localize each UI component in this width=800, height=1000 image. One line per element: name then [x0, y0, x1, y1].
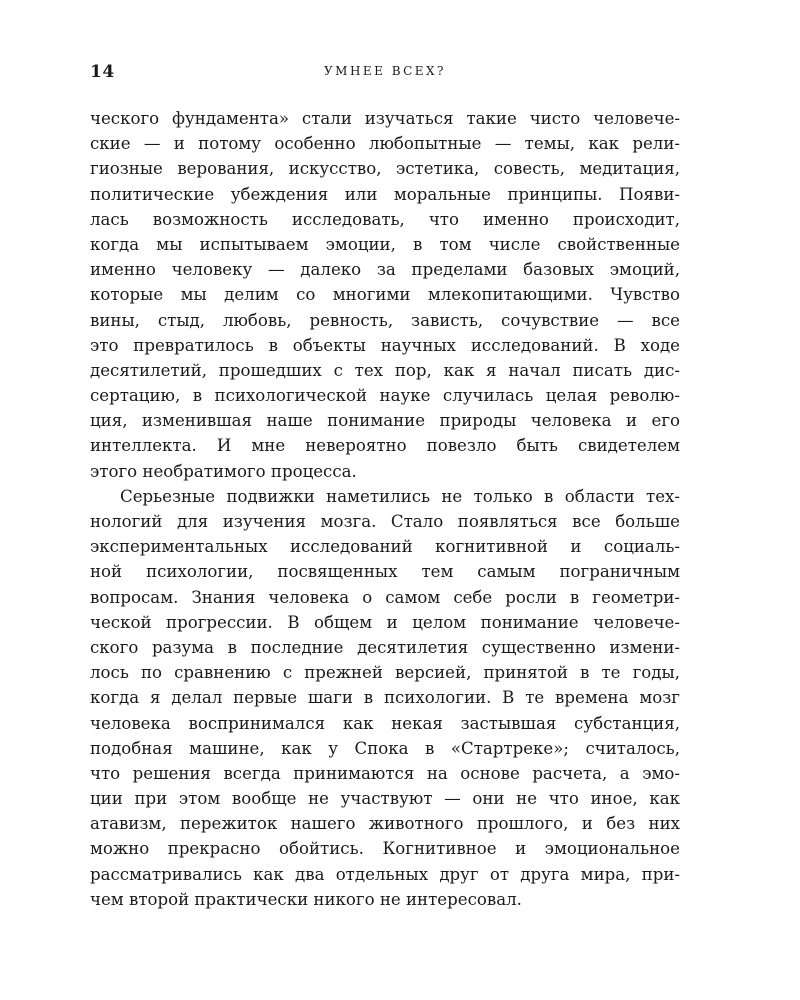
text-line: которые мы делим со многими млекопитающими. Чувство	[90, 285, 680, 305]
text-line: ческого фундамента» стали изучаться такие чисто человече-	[90, 109, 680, 128]
text-line: что решения всегда принимаются на основе расчета, а эмо-	[90, 763, 680, 783]
text-line: человека воспринимался как некая застывшая субстанция,	[90, 713, 680, 733]
text-line: это превратилось в объекты научных исследований. В ходе	[90, 335, 680, 355]
text-line: вины, стыд, любовь, ревность, зависть, сочувствие — все	[90, 310, 680, 330]
text-line: когда мы испытываем эмоции, в том числе свойственные	[90, 234, 680, 254]
text-line: ции при этом вообще не участвуют — они не что иное, как	[90, 789, 680, 809]
paragraph-2	[90, 484, 680, 912]
text-line: десятилетий, прошедших с тех пор, как я начал писать дис-	[90, 360, 680, 380]
text-line: гиозные верования, искусство, эстетика, совесть, медитация,	[90, 159, 680, 179]
text-line: Серьезные подвижки наметились не только в области тех-	[120, 486, 680, 506]
text-line: именно человеку — далеко за пределами базовых эмоций,	[90, 260, 680, 280]
running-head	[90, 62, 680, 86]
text-line: экспериментальных исследований когнитивной и социаль-	[90, 537, 680, 557]
text-line: чем второй практически никого не интересовал.	[90, 889, 522, 909]
text-line: политические убеждения или моральные принципы. Появи-	[90, 184, 680, 204]
body-text	[90, 106, 680, 912]
text-line: ной психологии, посвященных тем самым пограничным	[90, 562, 680, 582]
text-line: ского разума в последние десятилетия существенно измени-	[90, 637, 680, 657]
text-line: лась возможность исследовать, что именно происходит,	[90, 209, 680, 229]
text-line: можно прекрасно обойтись. Когнитивное и эмоциональное	[90, 839, 680, 859]
text-line: нологий для изучения мозга. Стало появляться все больше	[90, 512, 680, 531]
text-line: ция, изменившая наше понимание природы человека и его	[90, 411, 680, 431]
page-number: 14	[90, 62, 115, 82]
text-line: ские — и потому особенно любопытные — темы, как рели-	[90, 134, 680, 154]
text-line: ческой прогрессии. В общем и целом понимание человече-	[90, 612, 680, 632]
text-line: рассматривались как два отдельных друг от друга мира, при-	[90, 864, 680, 884]
running-title: УМНЕЕ ВСЕХ?	[324, 64, 446, 78]
text-line: вопросам. Знания человека о самом себе росли в геометри-	[90, 587, 680, 607]
text-line: лось по сравнению с прежней версией, принятой в те годы,	[90, 663, 680, 683]
text-line: когда я делал первые шаги в психологии. В те времена мозг	[90, 688, 680, 708]
text-line: интеллекта. И мне невероятно повезло быть свидетелем	[90, 436, 680, 456]
text-line: подобная машине, как у Спока в «Стартреке»; считалось,	[90, 738, 680, 758]
text-line: атавизм, пережиток нашего животного прошлого, и без них	[90, 814, 680, 834]
text-line: этого необратимого процесса.	[90, 461, 357, 481]
text-line: сертацию, в психологической науке случилась целая револю-	[90, 386, 680, 406]
paragraph-1	[90, 106, 680, 484]
